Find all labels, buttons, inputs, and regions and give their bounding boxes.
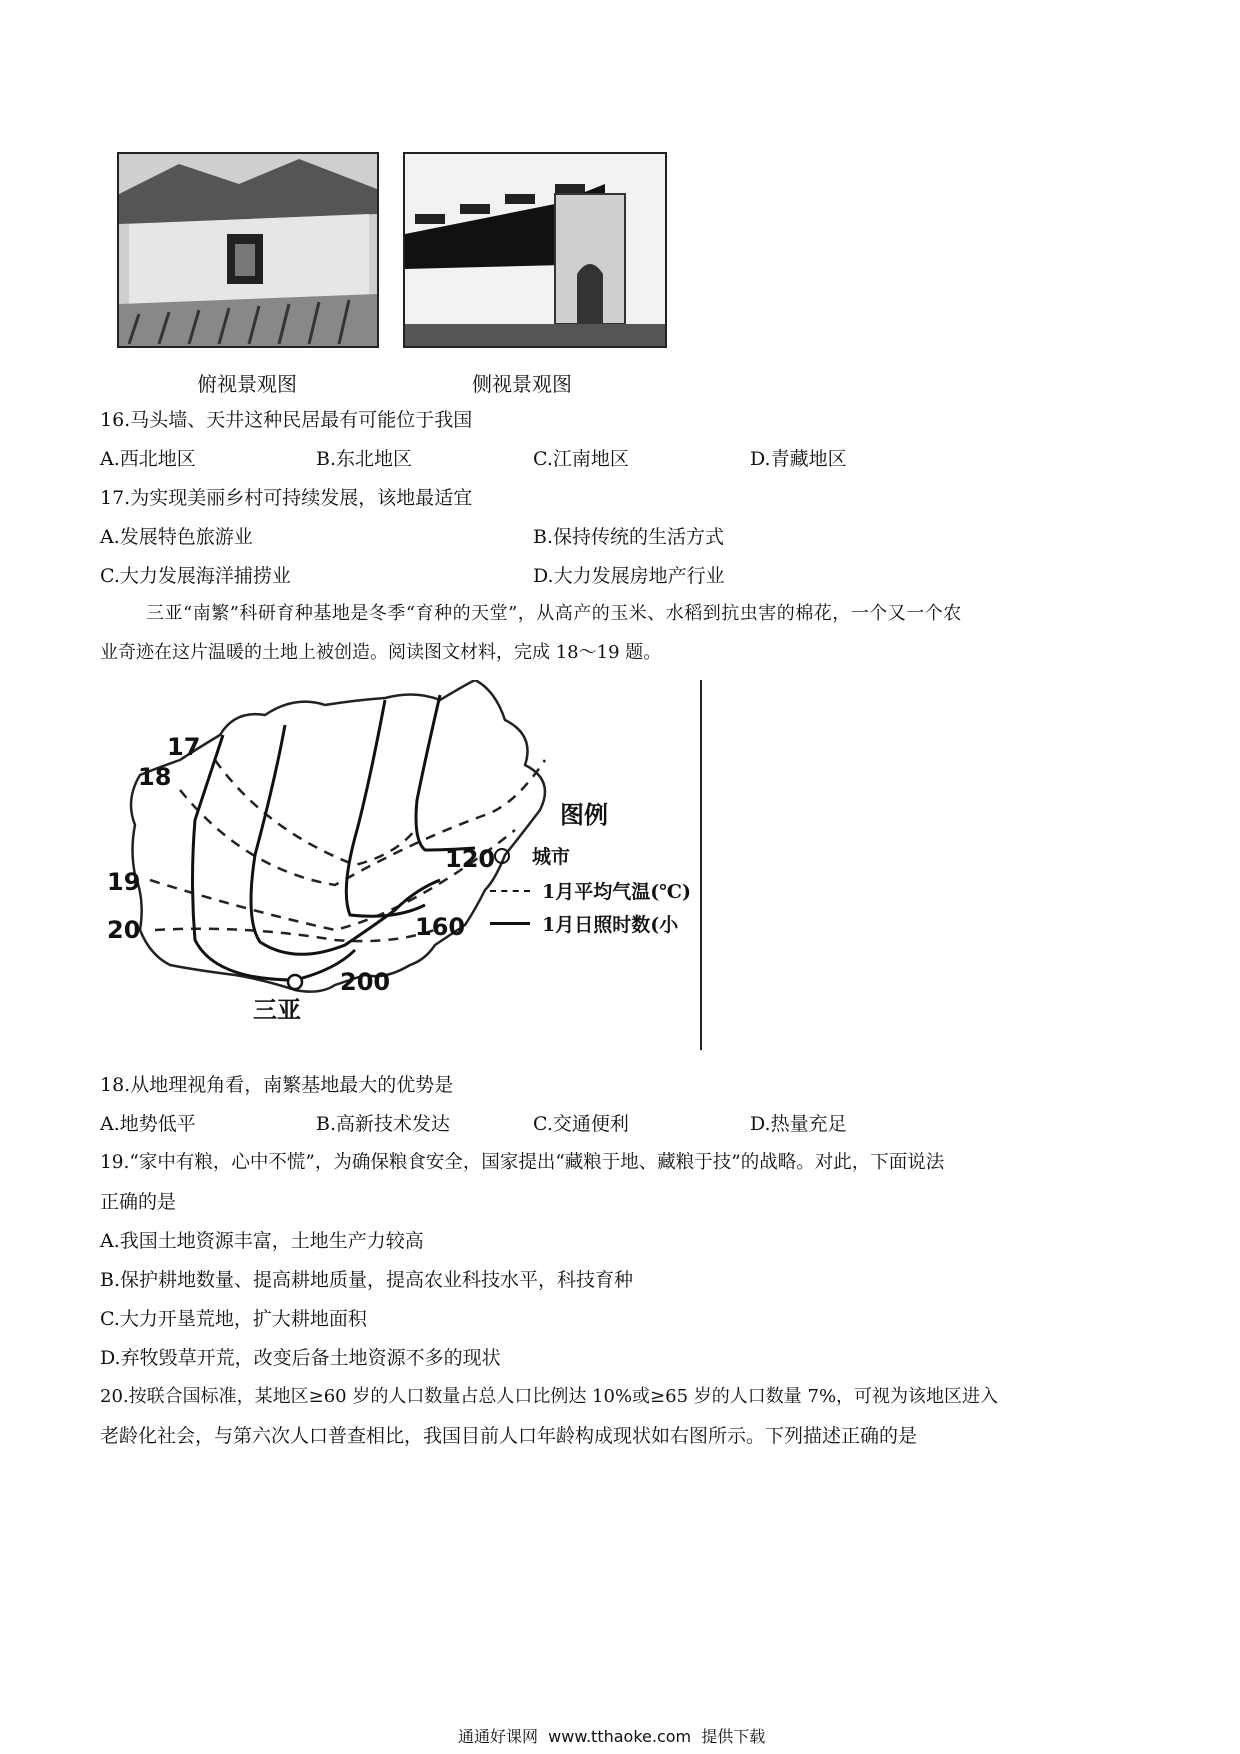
sunshine-line-b [251, 725, 440, 954]
q17-option-c: C.大力发展海洋捕捞业 [100, 565, 291, 587]
q19-option-d: D.弃牧毁草开荒，改变后备土地资源不多的现状 [100, 1347, 501, 1369]
isotherm-label-18: 18 [138, 763, 172, 791]
top-view-photo [117, 152, 379, 348]
passage-line-2: 业奇迹在这片温暖的土地上被创造。阅读图文材料，完成 18～19 题。 [100, 642, 662, 663]
sanya-city-marker [288, 975, 302, 989]
q19-option-c: C.大力开垦荒地，扩大耕地面积 [100, 1308, 367, 1330]
q16-stem: 16.马头墙、天井这种民居最有可能位于我国 [100, 409, 473, 431]
legend-title: 图例 [560, 800, 608, 829]
passage-line-1: 三亚“南繁”科研育种基地是冬季“育种的天堂”，从高产的玉米、水稻到抗虫害的棉花，一个又一个农 [146, 603, 962, 624]
sunshine-label-160: 160 [415, 913, 466, 941]
q20-stem-line-1: 20.按联合国标准，某地区≥60 岁的人口数量占总人口比例达 10%或≥65 岁的人口数量 7%，可视为该地区进入 [100, 1386, 999, 1407]
hainan-map-svg [95, 680, 705, 1050]
isotherm-label-17: 17 [167, 733, 201, 761]
isotherm-20 [155, 928, 440, 941]
q17-option-d: D.大力发展房地产行业 [533, 565, 725, 587]
q18-stem: 18.从地理视角看，南繁基地最大的优势是 [100, 1074, 454, 1096]
q16-option-d: D.青藏地区 [750, 448, 847, 470]
q19-option-a: A.我国土地资源丰富，土地生产力较高 [100, 1230, 424, 1252]
page-footer: 通通好课网 www.tthaoke.com 提供下载 [458, 1727, 766, 1746]
solid-line-icon [490, 922, 530, 925]
q17-option-b: B.保持传统的生活方式 [533, 526, 725, 548]
sunshine-line-a [193, 735, 356, 980]
q16-option-b: B.东北地区 [316, 448, 413, 470]
q18-option-c: C.交通便利 [533, 1113, 629, 1135]
isotherm-17 [215, 760, 415, 865]
legend-temperature-label: 1月平均气温(℃) [542, 881, 691, 903]
q20-stem-line-2: 老龄化社会，与第六次人口普查相比，我国目前人口年龄构成现状如右图所示。下列描述正确的是 [100, 1425, 918, 1447]
isotherm-label-19: 19 [107, 868, 141, 896]
hainan-map [95, 680, 705, 1050]
sunshine-label-200: 200 [340, 968, 391, 996]
sunshine-line-c [346, 700, 425, 916]
q16-option-c: C.江南地区 [533, 448, 629, 470]
legend-sunshine-label: 1月日照时数(小 [542, 914, 679, 936]
q16-option-a: A.西北地区 [100, 448, 196, 470]
sunshine-label-120: 120 [445, 845, 496, 873]
q17-option-a: A.发展特色旅游业 [100, 526, 253, 548]
q18-option-d: D.热量充足 [750, 1113, 847, 1135]
q18-option-a: A.地势低平 [100, 1113, 196, 1135]
q18-option-b: B.高新技术发达 [316, 1113, 451, 1135]
legend-temperature [490, 877, 691, 904]
dashed-line-icon [490, 890, 530, 892]
legend-sunshine [490, 910, 678, 937]
q17-stem: 17.为实现美丽乡村可持续发展，该地最适宜 [100, 487, 473, 509]
sunshine-line-d [416, 695, 475, 850]
legend-city [490, 842, 570, 869]
q19-stem-line-1: 19.“家中有粮，心中不慌”，为确保粮食安全，国家提出“藏粮于地、藏粮于技”的战略。对此，下面说法 [100, 1152, 945, 1173]
top-view-caption: 俯视景观图 [197, 372, 297, 396]
side-view-caption: 侧视景观图 [472, 372, 572, 396]
isotherm-label-20: 20 [107, 916, 141, 944]
legend-city-label: 城市 [532, 846, 571, 868]
city-label-sanya: 三亚 [253, 995, 301, 1024]
side-view-photo [403, 152, 667, 348]
q19-option-b: B.保护耕地数量、提高耕地质量，提高农业科技水平，科技育种 [100, 1269, 634, 1291]
city-symbol-icon [494, 848, 510, 864]
q19-stem-line-2: 正确的是 [100, 1191, 177, 1213]
